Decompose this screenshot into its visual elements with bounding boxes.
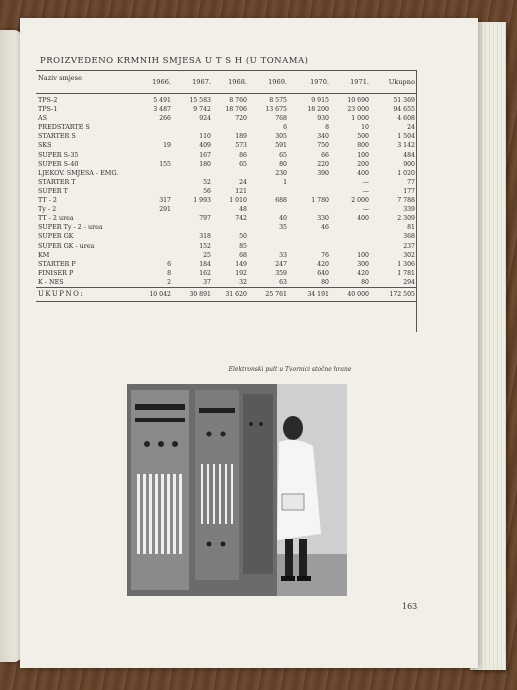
row-value: 800 [357, 142, 369, 150]
row-value: 359 [275, 269, 287, 277]
row-value: 24 [407, 124, 415, 132]
table-row [36, 141, 416, 150]
row-value: 23 000 [347, 106, 369, 114]
row-value [172, 205, 212, 214]
row-value: 339 [403, 206, 415, 214]
row-name: TT - 2 urea [38, 214, 74, 223]
row-value: 9 915 [311, 97, 329, 104]
row-value: 65 [279, 151, 287, 159]
table-row [36, 232, 416, 241]
row-name: TPS-2 [38, 96, 58, 104]
total-label: UKUPNO: [36, 287, 132, 301]
row-value: — [362, 206, 369, 214]
row-value [132, 232, 172, 241]
row-value: 300 [357, 260, 369, 268]
header-1968: 1968. [212, 71, 248, 94]
total-cell: 40 000 [330, 287, 370, 301]
row-value: 33 [279, 251, 287, 259]
row-value: 3 142 [397, 142, 415, 150]
row-value: 10 690 [347, 97, 369, 104]
row-value: 400 [357, 215, 369, 223]
production-table [36, 70, 416, 302]
row-value: — [362, 187, 369, 195]
table-row [36, 196, 416, 205]
photo-caption: Elektronski pult u Tvornici stočne hrane [228, 366, 352, 373]
row-value: 1 504 [397, 133, 415, 141]
table-row [36, 132, 416, 141]
header-1969: 1969. [248, 71, 288, 94]
row-value: 317 [159, 197, 171, 205]
row-value: 1 780 [311, 197, 329, 205]
row-value: 266 [159, 115, 171, 123]
row-value: 18 706 [225, 106, 247, 114]
row-value: 573 [235, 142, 247, 150]
row-value: 40 [279, 215, 287, 223]
row-value: 192 [235, 269, 247, 277]
row-value [288, 187, 330, 196]
row-value: 110 [199, 133, 211, 141]
row-value: 48 [239, 206, 247, 214]
row-value: 76 [321, 251, 329, 259]
row-value: 390 [317, 169, 329, 177]
row-value: 230 [275, 169, 287, 177]
total-cell: 30 891 [172, 287, 212, 301]
row-value: 330 [317, 215, 329, 223]
total-cell: 10 042 [132, 287, 172, 301]
total-cell: 34 191 [288, 287, 330, 301]
header-1966: 1966. [132, 71, 172, 94]
row-name: FINISER P [38, 268, 74, 277]
row-name: TPS-1 [38, 105, 58, 114]
row-value [132, 132, 172, 141]
table-total-row [36, 287, 416, 301]
row-value: 100 [357, 251, 369, 259]
table-row [36, 223, 416, 232]
row-name: SUPER GK - urea [38, 241, 95, 250]
row-value: 500 [357, 133, 369, 141]
row-value: 86 [239, 151, 247, 159]
row-name: SUPER Ty - 2 - urea [38, 223, 103, 232]
row-value: 294 [403, 278, 415, 286]
row-value: 750 [317, 142, 329, 150]
table-row [36, 151, 416, 160]
row-value: 18 200 [307, 106, 329, 114]
row-value [330, 232, 370, 241]
row-value: 149 [235, 260, 247, 268]
table-row [36, 269, 416, 278]
row-name: STARTER T [38, 177, 76, 186]
table-row [36, 214, 416, 223]
row-name: SUPER T [38, 186, 68, 195]
row-value: 247 [275, 260, 287, 268]
row-value: 742 [235, 215, 247, 223]
row-value: — [362, 178, 369, 186]
row-value: 51 369 [393, 97, 415, 104]
total-cell: 25 761 [248, 287, 288, 301]
row-value [248, 187, 288, 196]
row-value [172, 223, 212, 232]
row-value [330, 223, 370, 232]
row-name: SKS [38, 141, 52, 150]
row-value [288, 205, 330, 214]
row-name: SUPER GK [38, 232, 74, 241]
row-value: 180 [199, 160, 211, 168]
row-value: 9 742 [193, 106, 211, 114]
table-row [36, 278, 416, 288]
row-value: 200 [357, 160, 369, 168]
row-value: 25 [203, 251, 211, 259]
row-value: 1 010 [229, 197, 247, 205]
row-value: 688 [275, 197, 287, 205]
row-value: 189 [235, 133, 247, 141]
row-value: 66 [321, 151, 329, 159]
row-value: 484 [403, 151, 415, 159]
row-value [212, 123, 248, 132]
row-value: 35 [279, 224, 287, 232]
row-value [330, 242, 370, 251]
row-value: 409 [199, 142, 211, 150]
row-value [172, 169, 212, 178]
table-row [36, 160, 416, 169]
row-value [248, 242, 288, 251]
row-value: 640 [317, 269, 329, 277]
row-value: 56 [203, 187, 211, 195]
row-value: 184 [199, 260, 211, 268]
row-name: SUPER S-40 [38, 159, 79, 168]
table-row [36, 105, 416, 114]
row-value: 37 [203, 278, 211, 286]
row-value [248, 232, 288, 241]
header-total: Ukupno [370, 71, 416, 94]
page-number: 163 [402, 602, 418, 611]
row-value: 8 760 [229, 97, 247, 104]
row-value [172, 123, 212, 132]
row-value: 13 675 [265, 106, 287, 114]
row-value: 5 491 [153, 97, 171, 104]
row-name: STARTER P [38, 259, 76, 268]
table-header-row [36, 71, 416, 94]
left-page-edge [0, 30, 22, 662]
row-name: Ty - 2 [38, 205, 57, 214]
row-value: 100 [357, 151, 369, 159]
row-value: 6 [283, 124, 287, 132]
row-value: 4 608 [397, 115, 415, 123]
row-value: 63 [279, 278, 287, 286]
table-row [36, 178, 416, 187]
row-value: 7 788 [397, 197, 415, 205]
row-value [288, 232, 330, 241]
row-value: 768 [275, 115, 287, 123]
total-cell: 31 620 [212, 287, 248, 301]
table-row [36, 205, 416, 214]
row-value: 77 [407, 178, 415, 186]
row-value: 420 [317, 260, 329, 268]
row-value: 591 [275, 142, 287, 150]
row-value: 46 [321, 224, 329, 232]
table-row [36, 251, 416, 260]
row-value: 368 [403, 233, 415, 241]
row-value: 1 306 [397, 260, 415, 268]
row-value [132, 123, 172, 132]
row-value: 8 [167, 269, 171, 277]
row-value [132, 251, 172, 260]
header-1970: 1970. [288, 71, 330, 94]
row-name: STARTER S [38, 132, 76, 141]
row-value: 305 [275, 133, 287, 141]
row-value: 2 [167, 278, 171, 286]
row-value: 80 [321, 278, 329, 286]
row-value: 924 [199, 115, 211, 123]
table-right-rule [416, 70, 417, 332]
row-value: 237 [403, 242, 415, 250]
total-cell: 172 505 [370, 287, 416, 301]
row-value [132, 223, 172, 232]
row-value: 291 [159, 206, 171, 214]
row-value: 19 [163, 142, 171, 150]
row-value: 24 [239, 178, 247, 186]
row-value: 1 000 [351, 115, 369, 123]
table-row [36, 94, 416, 106]
row-value: 2 309 [397, 215, 415, 223]
row-value: 94 655 [393, 106, 415, 114]
row-value: 52 [203, 178, 211, 186]
row-value: 32 [239, 278, 247, 286]
row-value: 10 [361, 124, 369, 132]
table-title: PROIZVEDENO KRMNIH SMJESA U T S H (U TONAMA) [40, 56, 309, 66]
table-row [36, 169, 416, 178]
row-value: 152 [199, 242, 211, 250]
row-value: 121 [235, 187, 247, 195]
header-1971: 1971. [330, 71, 370, 94]
row-name: TT - 2 [38, 196, 57, 205]
row-name: KM [38, 250, 50, 259]
row-name: LJEKOV. SMJESA - EMG. [38, 168, 119, 177]
row-value [132, 151, 172, 160]
row-value: 167 [199, 151, 211, 159]
row-value [132, 178, 172, 187]
row-value: 162 [199, 269, 211, 277]
table-row [36, 260, 416, 269]
header-1967: 1967. [172, 71, 212, 94]
row-value: 930 [317, 115, 329, 123]
row-value [288, 178, 330, 187]
header-name: Naziv smjese [36, 71, 132, 94]
row-value: 85 [239, 242, 247, 250]
row-value [212, 223, 248, 232]
row-value [248, 205, 288, 214]
row-value: 797 [199, 215, 211, 223]
row-value [288, 242, 330, 251]
row-value: 3 487 [153, 106, 171, 114]
row-value [132, 242, 172, 251]
row-value: 400 [357, 169, 369, 177]
row-value: 8 [325, 124, 329, 132]
row-value: 420 [357, 269, 369, 277]
row-name: K - NES [38, 277, 64, 286]
row-value [132, 187, 172, 196]
row-value [212, 169, 248, 178]
row-value: 81 [407, 224, 415, 232]
row-value: 65 [239, 160, 247, 168]
row-value: 2 000 [351, 197, 369, 205]
photo-control-panel [127, 384, 347, 596]
row-name: AS [38, 114, 47, 123]
row-name: PREDSTARTE S [38, 123, 90, 132]
row-value: 1 781 [397, 269, 415, 277]
table-row [36, 123, 416, 132]
row-value: 15 583 [189, 97, 211, 104]
row-value: 720 [235, 115, 247, 123]
row-value: 155 [159, 160, 171, 168]
table-row [36, 187, 416, 196]
row-value: 68 [239, 251, 247, 259]
table-row [36, 114, 416, 123]
table-body [36, 94, 416, 288]
row-value: 177 [403, 187, 415, 195]
row-value: 220 [317, 160, 329, 168]
table-row [36, 242, 416, 251]
row-value: 80 [279, 160, 287, 168]
row-value: 1 993 [193, 197, 211, 205]
row-value: 302 [403, 251, 415, 259]
row-value: 6 [167, 260, 171, 268]
row-name: SUPER S-35 [38, 150, 79, 159]
row-value: 900 [403, 160, 415, 168]
row-value [132, 214, 172, 223]
row-value [132, 169, 172, 178]
row-value: 340 [317, 133, 329, 141]
row-value: 8 575 [269, 97, 287, 104]
row-value: 80 [361, 278, 369, 286]
row-value: 1 020 [397, 169, 415, 177]
row-value: 1 [283, 178, 287, 186]
row-value: 318 [199, 233, 211, 241]
row-value: 50 [239, 233, 247, 241]
